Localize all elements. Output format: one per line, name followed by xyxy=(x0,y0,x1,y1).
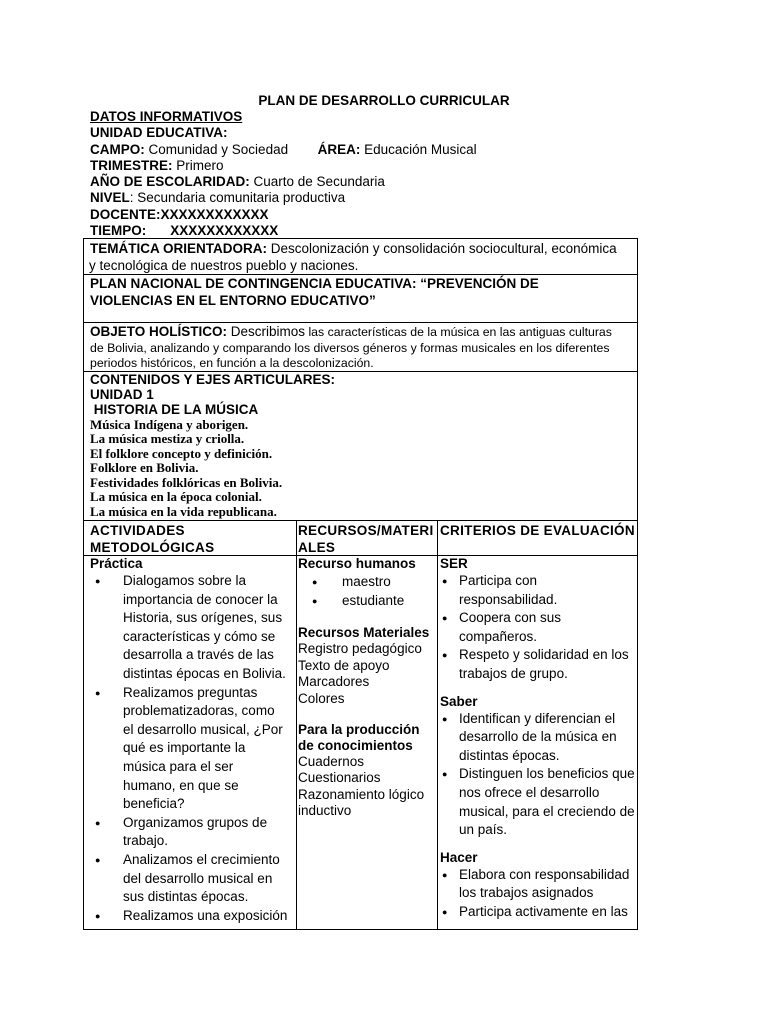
recurso-item: Cuadernos xyxy=(298,753,365,769)
plan-line2: VIOLENCIAS EN EL ENTORNO EDUCATIVO” xyxy=(90,292,376,308)
activities-table xyxy=(83,520,638,930)
divider xyxy=(84,274,637,275)
nivel-label: NIVEL xyxy=(90,190,130,206)
actividades-header-line2: METODOLÓGICAS xyxy=(90,540,215,555)
bullet-item xyxy=(440,572,637,609)
recurso-item: Marcadores xyxy=(298,674,370,690)
unidad-label: UNIDAD 1 xyxy=(90,387,154,402)
actividades-list xyxy=(90,572,296,925)
recursos-humanos-label: Recurso humanos xyxy=(298,556,416,571)
contenido-item: El folklore concepto y definición. xyxy=(90,445,273,461)
bullet-line: nos ofrece el desarrollo xyxy=(459,784,600,800)
bullet-line: Analizamos el crecimiento xyxy=(123,851,280,867)
bullet-line: responsabilidad. xyxy=(459,591,558,607)
objeto-line2: de Bolivia, analizando y comparando los diversos géneros y formas musicales en los diferentes xyxy=(90,340,610,355)
bullet-line: Participa activamente en las xyxy=(459,903,628,919)
produccion-label-2: de conocimientos xyxy=(298,737,413,753)
area-value: Educación Musical xyxy=(360,141,477,157)
produccion-list xyxy=(298,754,436,820)
bullet-line: Elabora con responsabilidad xyxy=(459,866,630,882)
contenidos-list xyxy=(90,418,635,520)
recurso-item: Razonamiento lógico xyxy=(298,786,425,802)
bullet-icon: ● xyxy=(442,650,448,661)
actividades-header-line1: ACTIVIDADES xyxy=(90,523,185,538)
tiempo-value: XXXXXXXXXXXX xyxy=(170,223,279,239)
recurso-item: Cuestionarios xyxy=(298,770,381,786)
bullet-line: Respeto y solidaridad en los xyxy=(459,647,629,663)
bullet-item xyxy=(440,646,637,683)
recursos-materiales-label: Recursos Materiales xyxy=(298,625,430,641)
campo-label: CAMPO: xyxy=(90,141,145,157)
recurso-item: Texto de apoyo xyxy=(298,657,390,673)
tematica-label: TEMÁTICA ORIENTADORA: xyxy=(90,241,267,256)
bullet-icon: ● xyxy=(95,854,101,865)
docente-value: XXXXXXXXXXXX xyxy=(160,206,269,222)
trimestre-label: TRIMESTRE: xyxy=(90,157,173,173)
tematica-line2: y tecnológica de nuestros pueblo y naciones. xyxy=(89,257,359,273)
bullet-line: Participa con xyxy=(459,573,538,588)
anio-label: AÑO DE ESCOLARIDAD: xyxy=(90,174,250,190)
bullet-item xyxy=(90,572,296,684)
bullet-line: Coopera con sus xyxy=(459,610,562,626)
bullet-line: qué es importante la xyxy=(123,740,246,756)
hacer-label: Hacer xyxy=(440,849,478,865)
bullet-item xyxy=(440,903,637,922)
hacer-list xyxy=(440,866,637,922)
ser-list xyxy=(440,572,637,684)
bullet-line: Realizamos una exposición xyxy=(123,907,288,923)
recursos-header-line2: ALES xyxy=(298,540,336,555)
bullet-line: Dialogamos sobre la xyxy=(123,573,247,588)
divider xyxy=(437,521,438,929)
bullet-line: compañeros. xyxy=(459,628,538,644)
bullet-line: trabajo. xyxy=(123,833,169,849)
recurso-item: Colores xyxy=(298,690,345,706)
unidad-educativa-label: UNIDAD EDUCATIVA: xyxy=(90,125,228,141)
bullet-line: Realizamos preguntas xyxy=(123,684,258,700)
divider xyxy=(296,521,297,929)
recurso-item: Registro pedagógico xyxy=(298,641,422,657)
bullet-line: distintas épocas en Bolivia. xyxy=(123,665,286,681)
recurso-humano: maestro xyxy=(342,574,391,589)
contenido-item: La música en la vida republicana. xyxy=(90,504,277,520)
recurso-item: inductivo xyxy=(298,803,352,819)
bullet-icon: ● xyxy=(95,910,101,921)
bullet-line: musical, para el creciendo de xyxy=(459,803,635,819)
area-label: ÁREA: xyxy=(317,141,361,157)
recursos-header-line1: RECURSOS/MATERI xyxy=(298,523,434,538)
bullet-line: un país. xyxy=(459,822,508,838)
bullet-icon: ● xyxy=(312,577,318,587)
bullet-item xyxy=(90,851,296,907)
practica-label: Práctica xyxy=(90,556,143,571)
docente-label: DOCENTE: xyxy=(90,206,161,222)
bullet-line: problematizadoras, como xyxy=(123,703,275,719)
datos-informativos-heading: DATOS INFORMATIVOS xyxy=(90,109,243,124)
campo-value: Comunidad y Sociedad xyxy=(144,141,289,157)
bullet-item xyxy=(440,710,637,766)
actividades-header xyxy=(90,522,294,556)
bullet-item xyxy=(440,609,637,646)
bullet-icon: ● xyxy=(95,576,101,586)
bullet-item xyxy=(90,907,296,926)
contenido-item: Festividades folklóricas en Bolivia. xyxy=(90,474,283,490)
bullet-line: humano, en que se xyxy=(123,777,239,793)
objeto-cell xyxy=(90,324,635,371)
datos-informativos xyxy=(90,109,477,239)
bullet-line: música para el ser xyxy=(123,758,234,774)
bullet-icon: ● xyxy=(442,769,448,780)
tematica-cell xyxy=(90,241,635,274)
recursos-cell xyxy=(298,556,436,820)
bullet-line: beneficia? xyxy=(123,796,185,812)
bullet-icon: ● xyxy=(442,713,448,724)
plan-table xyxy=(83,238,638,521)
bullet-item xyxy=(440,866,637,903)
produccion-label-1: Para la producción xyxy=(298,721,420,737)
plan-cell xyxy=(90,276,635,309)
bullet-line: sus distintas épocas. xyxy=(123,889,249,905)
objeto-line3: periodos históricos, en función a la descolonización. xyxy=(90,356,374,370)
bullet-item xyxy=(298,573,436,592)
tiempo-label: TIEMPO: xyxy=(90,223,147,239)
bullet-line: trabajos de grupo. xyxy=(459,665,568,681)
contenidos-label: CONTENIDOS Y EJES ARTICULARES: xyxy=(90,372,336,387)
ser-label: SER xyxy=(440,556,468,571)
saber-label: Saber xyxy=(440,693,478,709)
actividades-cell xyxy=(90,556,296,925)
recurso-humano: estudiante xyxy=(342,592,405,608)
bullet-icon: ● xyxy=(442,576,448,586)
contenido-item: Folklore en Bolivia. xyxy=(90,460,199,476)
historia-heading: HISTORIA DE LA MÚSICA xyxy=(90,402,259,417)
bullet-line: desarrollo de la música en xyxy=(459,729,617,745)
divider xyxy=(84,322,637,323)
trimestre-value: Primero xyxy=(172,157,224,173)
bullet-item xyxy=(298,592,436,611)
bullet-line: desarrolla a través de las xyxy=(123,647,274,663)
objeto-label: OBJETO HOLÍSTICO: xyxy=(90,324,228,339)
nivel-value: : Secundaria comunitaria productiva xyxy=(129,190,346,206)
recursos-header xyxy=(298,522,436,556)
bullet-line: Organizamos grupos de xyxy=(123,814,268,830)
bullet-icon: ● xyxy=(95,687,101,698)
bullet-line: importancia de conocer la xyxy=(123,591,278,607)
tematica-line1: Descolonización y consolidación sociocultural, económica xyxy=(266,241,617,256)
bullet-item xyxy=(90,814,296,851)
recursos-materiales-list xyxy=(298,641,436,707)
bullet-icon: ● xyxy=(442,613,448,624)
bullet-line: el desarrollo musical, ¿Por xyxy=(123,721,283,737)
bullet-line: Distinguen los beneficios que xyxy=(459,766,635,782)
bullet-item xyxy=(440,765,637,839)
criterios-cell xyxy=(440,556,637,922)
saber-list xyxy=(440,710,637,840)
contenido-item: La música en la época colonial. xyxy=(90,489,262,505)
bullet-line: características y cómo se xyxy=(123,628,276,644)
contenido-item: Música Indígena y aborigen. xyxy=(90,416,249,432)
bullet-icon: ● xyxy=(312,595,318,606)
plan-line1: PLAN NACIONAL DE CONTINGENCIA EDUCATIVA: “PREVENCIÓN DE xyxy=(90,276,539,291)
bullet-line: los trabajos asignados xyxy=(459,885,594,901)
recursos-humanos-list xyxy=(298,573,436,610)
bullet-line: Historia, sus orígenes, sus xyxy=(123,610,283,626)
anio-value: Cuarto de Secundaria xyxy=(249,174,385,190)
bullet-line: del desarrollo musical en xyxy=(123,870,273,886)
bullet-item xyxy=(90,684,296,814)
contenidos-cell xyxy=(90,372,635,520)
objeto-verb: Describimos xyxy=(227,324,306,339)
bullet-line: distintas épocas. xyxy=(459,747,560,763)
document-title: PLAN DE DESARROLLO CURRICULAR xyxy=(258,93,510,108)
bullet-icon: ● xyxy=(95,817,101,828)
objeto-line1: las características de la música en las antiguas culturas xyxy=(305,325,612,339)
bullet-line: Identifican y diferencian el xyxy=(459,710,616,726)
criterios-header: CRITERIOS DE EVALUACIÓN xyxy=(440,523,635,538)
bullet-icon: ● xyxy=(442,869,448,880)
contenido-item: La música mestiza y criolla. xyxy=(90,431,245,447)
bullet-icon: ● xyxy=(442,906,448,917)
